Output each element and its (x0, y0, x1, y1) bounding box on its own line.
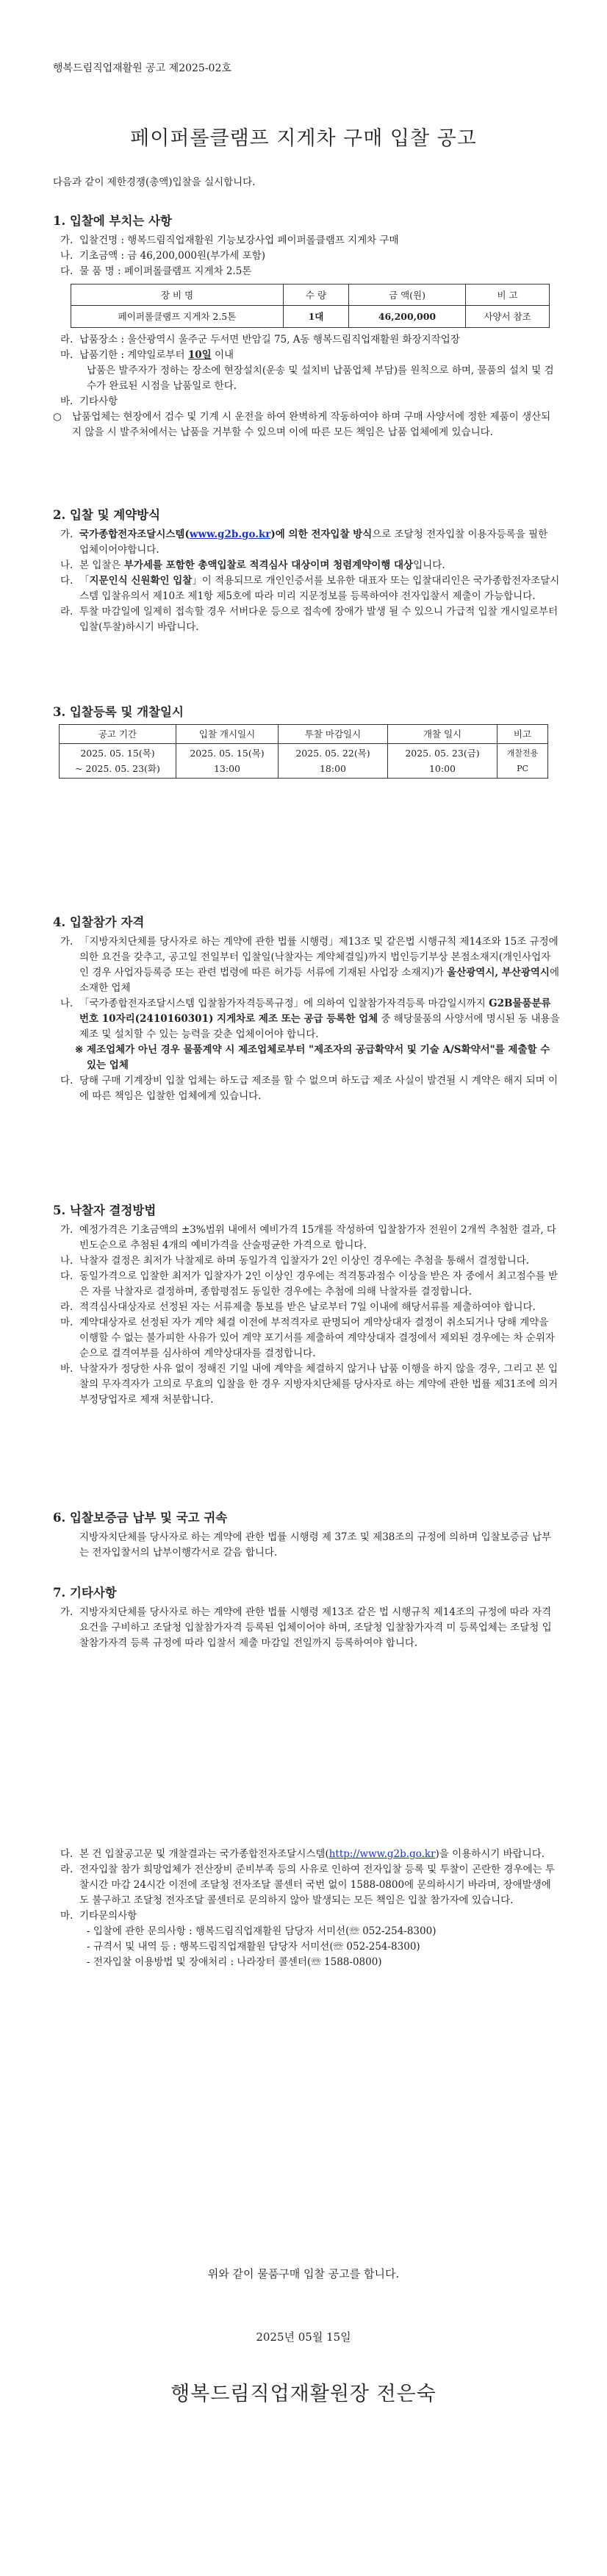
item-other: 기타사항 (79, 396, 118, 407)
table-header: 투찰 마감일시 (279, 725, 388, 744)
section-1: 1. 입찰에 부치는 사항 가. 입찰건명 : 행복드림직업재활원 기능보강사업 페이퍼롤클램프 지게차 구매 나. 기초금액 : 금 46,200,000원(부가세 포함) 다. 물 품 명 : 페이퍼롤클램프 지게차 2.5톤 장 비 명 수 량 금 액(원) 비 고 페이퍼롤클램프 지게차 2.5톤 1대 46,200,000 사양서 참조 라. 납품장소 : 울산광역시 울주군 두서면 반암길 75, A동 행복드림직업재활원 화장지작업장 마. 납품기한 : 계약일로부터 10일 이내 납품은 발주자가 정하는 장소에 현장설치(운송 및 설치비 납품업체 부담)를 원칙으로 하며, 물품의 설치 및 검수가 완료된 시점을 납품일로 한다. 바. 기타사항 ○ 납품업체는 현장에서 검수 및 기계 시 운전을 하여 완벽하게 작동하여야 하며 구매 사양서에 정한 제품이 생산되지 않을 시 발주처에서는 납품을 거부할 수 있으며 이에 따른 모든 책임은 납품 업체에게 있습니다. (53, 213, 560, 440)
g2b-url-link[interactable]: http://www.g2b.go.kr (328, 1848, 436, 1860)
page-title: 페이퍼롤클램프 지게차 구매 입찰 공고 (130, 127, 477, 150)
section-1-heading: 1. 입찰에 부치는 사항 (53, 214, 172, 228)
item-inspection-note: 납품업체는 현장에서 검수 및 기계 시 운전을 하여 완벽하게 작동하여야 하며 구매 사양서에 정한 제품이 생산되지 않을 시 발주처에서는 납품을 거부할 수 있으며 이에 따른 모든 책임은 납품 업체에게 있습니다. (72, 411, 551, 438)
item-total-bid: 본 입찰은 부가세를 포함한 총액입찰로 적격심사 대상이며 청렴계약이행 대상입니다. (79, 559, 445, 571)
item-disqualification: 계약대상자로 선정된 자가 계약 체결 이전에 부적격자로 판명되어 계약상대자 결정이 취소되거나 당해 계약을 이행할 수 없는 불가피한 사유가 있어 계약 포기서를 제출하여 계약상대자 결정에서 제외된 경우에는 차 순위자 순으로 결격여부를 심사하여 계약상대자를 결정합니다. (79, 1317, 555, 1359)
g2b-link[interactable]: www.g2b.go.kr (189, 529, 271, 540)
table-header: 비고 (498, 725, 548, 744)
contact-line: - 입찰에 관한 문의사항 : 행복드림직업재활원 담당자 서미선(☏ 052-254-8300) (87, 1925, 437, 1937)
item-server-note: 투찰 마감일에 일제히 접속할 경우 서버다운 등으로 접속에 장애가 발생 될 수 있으니 가급적 입찰 개시일로부터 입찰(투찰)하시기 바랍니다. (79, 606, 558, 633)
section-4: 4. 입찰참가 자격 가. 「지방자치단체를 당사자로 하는 계약에 관한 법률 시행령」제13조 및 같은법 시행규칙 제14조와 15조 규정에 의한 요건을 갖추고, 공고일 전일부터 입찰일(낙찰자는 계약체결일)까지 법인등기부상 본점소재지(개인사업자인 경우 사업자등록증 또는 관련 법령에 따른 허가등 서류에 기재된 사업장 소재지)가 울산광역시, 부산광역시에 소재한 업체 나. 「국가종합전자조달시스템 입찰참가자격등록규정」에 의하여 입찰참가자격등록 마감일시까지 G2B물품분류번호 10자리(2410160301) 지게차로 제조 또는 공급 등록한 업체 중 해당물품의 사양서에 명시된 동 내용을 제조 및 설치할 수 있는 능력을 갖춘 업체이어야 합니다. ※ 제조업체가 아닌 경우 물품계약 시 제조업체로부터 "제조자의 공급확약서 및 기술 A/S확약서"를 제출할 수 있는 업체 다. 당해 구매 기계장비 입찰 업체는 하도급 제조를 할 수 없으며 하도급 제조 사실이 발견될 시 계약은 해지 되며 이에 따른 책임은 입찰한 업체에게 있습니다. (53, 915, 560, 1104)
schedule-table (59, 724, 548, 779)
table-row: 페이퍼롤클램프 지게차 2.5톤 1대 46,200,000 사양서 참조 (71, 306, 550, 328)
contact-line: - 전자입찰 이용방법 및 장애처리 : 나라장터 콜센터(☏ 1588-0800) (87, 1956, 382, 1968)
section-7: 7. 기타사항 가. 지방자치단체를 당사자로 하는 계약에 관한 법률 시행령 제13조 같은 법 시행규칙 제14조의 규정에 따라 자격요건을 구비하고 조달청 입찰참가자격 등록된 업체이어야 하며, 조달청 입찰참가자격 미 등록업체는 조달청 입찰참가자격 등록 규정에 따라 입찰서 제출 마감일 전일까지 등록하여야 합니다. (53, 1585, 560, 1651)
section-2: 2. 입찰 및 계약방식 가. 국가종합전자조달시스템(www.g2b.go.kr)에 의한 전자입찰 방식으로 조달청 전자입찰 이용자등록을 필한 업체이어야합니다. 나. 본 입찰은 부가세를 포함한 총액입찰로 적격심사 대상이며 청렴계약이행 대상입니다. 다. 「지문인식 신원확인 입찰」이 적용되므로 개인인증서를 보유한 대표자 또는 입찰대리인은 국가종합전자조달시스템 입찰유의서 제10조 제1항 제5호에 따라 미리 지문정보를 등록하여야 전자입찰서 제출이 가능합니다. 라. 투찰 마감일에 일제히 접속할 경우 서버다운 등으로 접속에 장애가 발생 될 수 있으니 가급적 입찰 개시일로부터 입찰(투찰)하시기 바랍니다. (53, 507, 560, 635)
item-fingerprint: 「지문인식 신원확인 입찰」이 적용되므로 개인인증서를 보유한 대표자 또는 입찰대리인은 국가종합전자조달시스템 입찰유의서 제10조 제1항 제5호에 따라 미리 지문정보를 등록하여야 전자입찰서 제출이 가능합니다. (79, 575, 560, 602)
item-base-amount: 기초금액 : 금 46,200,000원(부가세 포함) (79, 250, 265, 262)
closing-text: 위와 같이 물품구매 입찰 공고를 합니다. (207, 2267, 400, 2280)
item-results: 본 건 입찰공고문 및 개찰결과는 국가종합전자조달시스템(http://www.g2b.go.kr)을 이용하시기 바랍니다. (79, 1848, 545, 1860)
item-inquiries: 기타문의사항 (79, 1910, 137, 1922)
item-documents: 적격심사대상자로 선정된 자는 서류제출 통보를 받은 날로부터 7일 이내에 해당서류를 제출하여야 합니다. (79, 1301, 536, 1313)
table-header: 비 고 (466, 285, 550, 306)
item-delivery-deadline: 납품기한 : 계약일로부터 10일 이내 (79, 349, 234, 361)
table-header: 개찰 일시 (388, 725, 498, 744)
deposit-text: 지방자치단체를 당사자로 하는 계약에 관한 법률 시행령 제 37조 및 제38조의 규정에 의하며 입찰보증금 납부는 전자입찰서의 납부이행각서로 갈음 합니다. (79, 1531, 552, 1559)
document-number: 행복드림직업재활원 공고 제2025-02호 (53, 62, 231, 74)
item-qualification-registration: 「국가종합전자조달시스템 입찰참가자격등록규정」에 의하여 입찰참가자격등록 마감일시까지 G2B물품분류번호 10자리(2410160301) 지게차로 제조 또는 공급 등록한 업체 중 해당물품의 사양서에 명시된 동 내용을 제조 및 설치할 수 있는 능력을 갖춘 업체이어야 합니다. (79, 998, 560, 1040)
equipment-table (71, 284, 550, 328)
table-row: 2025. 05. 15(목) ~ 2025. 05. 23(화) 2025. 05. 15(목) 13:00 2025. 05. 22(목) 18:00 2025. 05. 23(금) 10:00 개찰전용 PC (60, 744, 548, 779)
section-3 (53, 704, 560, 779)
contact-line: - 규격서 및 내역 등 : 행복드림직업재활원 담당자 서미선(☏ 052-254-8300) (87, 1941, 420, 1953)
item-same-price: 동일가격으로 입찰한 최저가 입찰자가 2인 이상인 경우에는 적격통과점수 이상을 받은 자 중에서 최고점수를 받은 자를 낙찰자로 결정하며, 종합평점도 동일한 경우에는 추첨에 의해 낙찰자를 결정합니다. (79, 1270, 558, 1298)
section-2-heading: 2. 입찰 및 계약방식 (53, 508, 161, 522)
section-7-heading: 7. 기타사항 (53, 1586, 117, 1600)
item-product-name: 물 품 명 : 페이퍼롤클램프 지게차 2.5톤 (79, 265, 252, 277)
table-header: 수 량 (284, 285, 349, 306)
item-call-center: 전자입찰 참가 희망업체가 전산장비 준비부족 등의 사유로 인하여 전자입찰 등록 및 투찰이 곤란한 경우에는 투찰시간 마감 24시간 이전에 조달청 전자조달 콜센터 국번 없이 1588-0800에 문의하시기 바라며, 장애발생에도 불구하고 조달청 전자조달 콜센터로 문의하지 않아 발생되는 모든 책임은 입찰 참가자에 있습니다. (79, 1864, 555, 1906)
section-5-heading: 5. 낙찰자 결정방법 (53, 1203, 157, 1217)
item-e-bidding: 국가종합전자조달시스템(www.g2b.go.kr)에 의한 전자입찰 방식으로 조달청 전자입찰 이용자등록을 필한 업체이어야합니다. (79, 529, 548, 556)
table-header: 입찰 개시일시 (176, 725, 279, 744)
section-6-heading: 6. 입찰보증금 납부 및 국고 귀속 (53, 1511, 228, 1525)
item-estimated-price: 예정가격은 기초금액의 ±3%범위 내에서 예비가격 15개를 작성하여 입찰참가자 전원이 2개씩 추첨한 결과, 다빈도순으로 추첨된 4개의 예비가격을 산술평균한 가격으로 합니다. (79, 1224, 556, 1251)
item-lowest-price: 낙찰자 결정은 최저가 낙찰제로 하며 동일가격 입찰자가 2인 이상인 경우에는 추첨을 통해서 결정합니다. (79, 1255, 530, 1267)
table-header: 금 액(원) (349, 285, 466, 306)
item-manufacturer-note: 제조업체가 아닌 경우 물품계약 시 제조업체로부터 "제조자의 공급확약서 및 기술 A/S확약서"를 제출할 수 있는 업체 (87, 1044, 550, 1071)
item-delivery-place: 납품장소 : 울산광역시 울주군 두서면 반암길 75, A동 행복드림직업재활원 화장지작업장 (79, 334, 460, 346)
section-5: 5. 낙찰자 결정방법 가. 예정가격은 기초금액의 ±3%범위 내에서 예비가격 15개를 작성하여 입찰참가자 전원이 2개씩 추첨한 결과, 다빈도순으로 추첨된 4개의 예비가격을 산술평균한 가격으로 합니다. 나. 낙찰자 결정은 최저가 낙찰제로 하며 동일가격 입찰자가 2인 이상인 경우에는 추첨을 통해서 결정합니다. 다. 동일가격으로 입찰한 최저가 입찰자가 2인 이상인 경우에는 적격통과점수 이상을 받은 자 중에서 최고점수를 받은 자를 낙찰자로 결정하며, 종합평점도 동일한 경우에는 추첨에 의해 낙찰자를 결정합니다. 라. 적격심사대상자로 선정된 자는 서류제출 통보를 받은 날로부터 7일 이내에 해당서류를 제출하여야 합니다. 마. 계약대상자로 선정된 자가 계약 체결 이전에 부적격자로 판명되어 계약상대자 결정이 취소되거나 당해 계약을 이행할 수 없는 불가피한 사유가 있어 계약 포기서를 제출하여 계약상대자 결정에서 제외된 경우에는 차 순위자 순으로 결격여부를 심사하여 계약상대자를 결정합니다. 바. 낙찰자가 정당한 사유 없이 정해진 기일 내에 계약을 체결하지 않거나 납품 이행을 하지 않을 경우, 그리고 본 입찰의 무자격자가 고의로 무효의 입찰을 한 경우 지방자치단체를 당사자로 하는 계약에 관한 법률 제31조에 의거 부정당업자로 제재 처분합니다. (53, 1203, 560, 1408)
item-bid-name: 입찰건명 : 행복드림직업재활원 기능보강사업 페이퍼롤클램프 지게차 구매 (79, 235, 399, 246)
item-sanction: 낙찰자가 정당한 사유 없이 정해진 기일 내에 계약을 체결하지 않거나 납품 이행을 하지 않을 경우, 그리고 본 입찰의 무자격자가 고의로 무효의 입찰을 한 경우 지방자치단체를 당사자로 하는 계약에 관한 법률 제31조에 의거 부정당업자로 제재 처분합니다. (79, 1363, 558, 1406)
section-6 (53, 1510, 560, 1561)
section-3-heading: 3. 입찰등록 및 개찰일시 (53, 705, 184, 719)
section-4-heading: 4. 입찰참가 자격 (53, 915, 145, 929)
section-7-continued: 다. 본 건 입찰공고문 및 개찰결과는 국가종합전자조달시스템(http://www.g2b.go.kr)을 이용하시기 바랍니다. 라. 전자입찰 참가 희망업체가 전산장비 준비부족 등의 사유로 인하여 전자입찰 등록 및 투찰이 곤란한 경우에는 투찰시간 마감 24시간 이전에 조달청 전자조달 콜센터 국번 없이 1588-0800에 문의하시기 바라며, 장애발생에도 불구하고 조달청 전자조달 콜센터로 문의하지 않아 발생되는 모든 책임은 입찰 참가자에 있습니다. 마. 기타문의사항 - 입찰에 관한 문의사항 : 행복드림직업재활원 담당자 서미선(☏ 052-254-8300) - 규격서 및 내역 등 : 행복드림직업재활원 담당자 서미선(☏ 052-254-8300) - 전자입찰 이용방법 및 장애처리 : 나라장터 콜센터(☏ 1588-0800) (53, 1847, 560, 1970)
item-subcontract: 당해 구매 기계장비 입찰 업체는 하도급 제조를 할 수 없으며 하도급 제조 사실이 발견될 시 계약은 해지 되며 이에 따른 책임은 입찰한 업체에게 있습니다. (79, 1075, 558, 1102)
table-header: 장 비 명 (71, 285, 284, 306)
item-qualification-location: 「지방자치단체를 당사자로 하는 계약에 관한 법률 시행령」제13조 및 같은법 시행규칙 제14조와 15조 규정에 의한 요건을 갖추고, 공고일 전일부터 입찰일(낙찰자는 계약체결일)까지 법인등기부상 본점소재지(개인사업자인 경우 사업자등록증 또는 관련 법령에 따른 허가등 서류에 기재된 사업장 소재지)가 울산광역시, 부산광역시에 소재한 업체 (79, 936, 560, 994)
intro-text: 다음과 같이 제한경쟁(총액)입찰을 실시합니다. (53, 176, 256, 188)
item-requirements: 지방자치단체를 당사자로 하는 계약에 관한 법률 시행령 제13조 같은 법 시행규칙 제14조의 규정에 따라 자격요건을 구비하고 조달청 입찰참가자격 등록된 업체이어야 하며, 조달청 입찰참가자격 미 등록업체는 조달청 입찰참가자격 등록 규정에 따라 입찰서 제출 마감일 전일까지 등록하여야 합니다. (79, 1606, 552, 1649)
delivery-note: 납품은 발주자가 정하는 장소에 현장설치(운송 및 설치비 납품업체 부담)를 원칙으로 하며, 물품의 설치 및 검수가 완료된 시점을 납품일로 한다. (87, 365, 554, 392)
signature: 행복드림직업재활원장 전은숙 (170, 2383, 437, 2405)
announcement-date: 2025년 05월 15일 (256, 2330, 351, 2344)
table-header: 공고 기간 (60, 725, 176, 744)
